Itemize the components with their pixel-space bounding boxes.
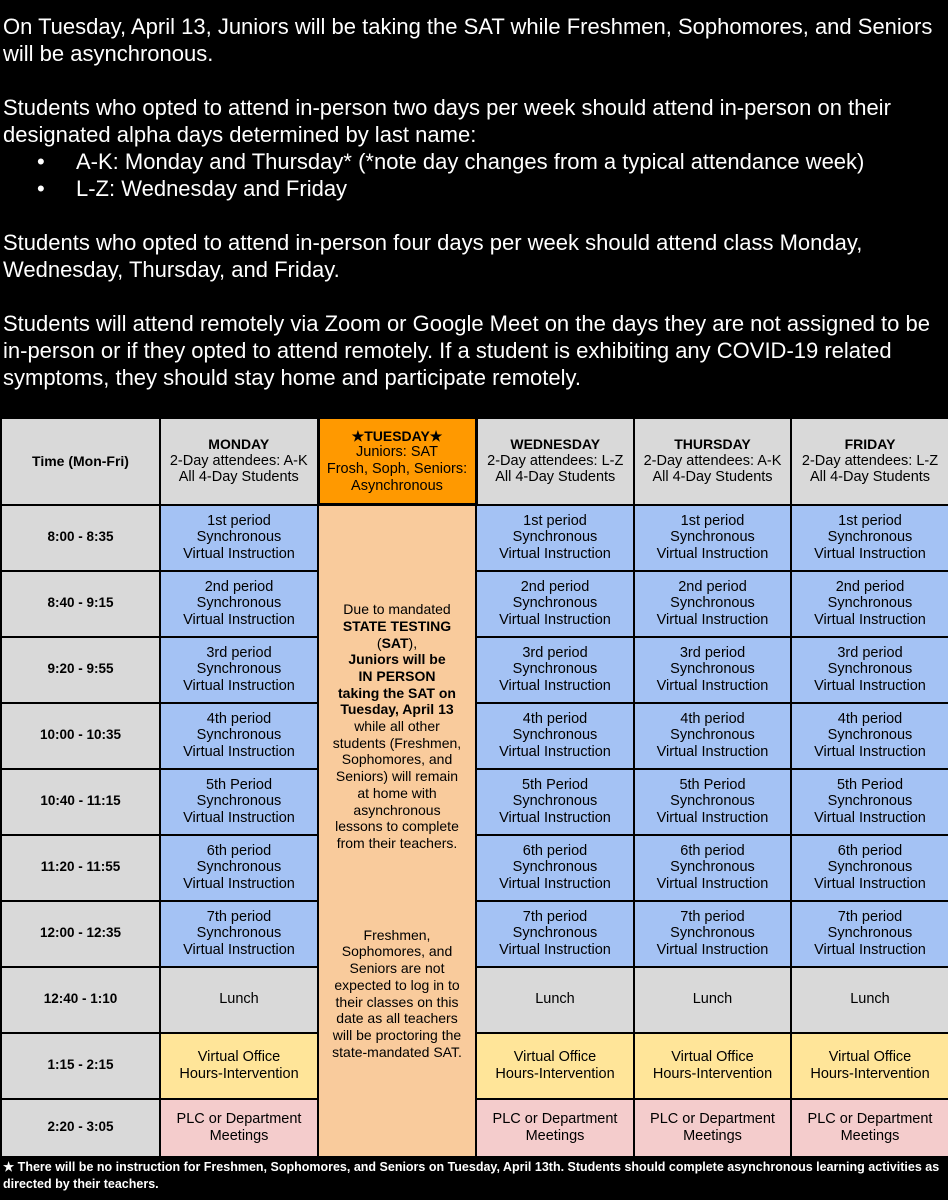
intro-paragraph-remote: Students will attend remotely via Zoom or Google Meet on the days they are not assigned to be in-person or if they opted to attend remotely. If a student is exhibiting any COVID-19 related symptoms, they should stay home and participate remotely. xyxy=(3,311,930,390)
lunch-cell: Lunch xyxy=(160,967,318,1033)
time-slot: 10:40 - 11:15 xyxy=(1,769,160,835)
office-hours-cell: Virtual Office Hours-Intervention xyxy=(634,1033,791,1099)
class-cell: 1st period Synchronous Virtual Instruction xyxy=(476,505,634,571)
office-hours-cell: Virtual Office Hours-Intervention xyxy=(791,1033,948,1099)
intro-paragraph-two-day: Students who opted to attend in-person two days per week should attend in-person on their designated alpha days determined by last name: xyxy=(3,95,891,147)
day-name: FRIDAY xyxy=(844,436,896,453)
class-cell: 3rd period Synchronous Virtual Instruction xyxy=(476,637,634,703)
class-cell: 6th period Synchronous Virtual Instruction xyxy=(160,835,318,901)
class-cell: 3rd period Synchronous Virtual Instruction xyxy=(160,637,318,703)
office-hours-cell: Virtual Office Hours-Intervention xyxy=(476,1033,634,1099)
friday-header: FRIDAY 2-Day attendees: L-Z All 4-Day Students xyxy=(791,418,948,505)
monday-header: MONDAY 2-Day attendees: A-K All 4-Day Students xyxy=(160,418,318,505)
class-cell: 1st period Synchronous Virtual Instruction xyxy=(791,505,948,571)
intro-paragraph-four-day: Students who opted to attend in-person four days per week should attend class Monday, Wednesday, Thursday, and Friday. xyxy=(3,230,863,282)
class-cell: 1st period Synchronous Virtual Instruction xyxy=(634,505,791,571)
alpha-day-a-k: • A-K: Monday and Thursday* (*note day changes from a typical attendance week) xyxy=(37,148,946,175)
class-cell: 4th period Synchronous Virtual Instruction xyxy=(160,703,318,769)
plc-cell: PLC or Department Meetings xyxy=(791,1099,948,1157)
plc-cell: PLC or Department Meetings xyxy=(160,1099,318,1157)
class-cell: 7th period Synchronous Virtual Instruction xyxy=(791,901,948,967)
class-cell: 6th period Synchronous Virtual Instruction xyxy=(791,835,948,901)
plc-cell: PLC or Department Meetings xyxy=(634,1099,791,1157)
footnote: ★ There will be no instruction for Freshmen, Sophomores, and Seniors on Tuesday, April 13th. Students should complete asynchronous learning activities as directed by their teachers. xyxy=(3,1160,940,1191)
class-cell: 5th Period Synchronous Virtual Instruction xyxy=(160,769,318,835)
thursday-header: THURSDAY 2-Day attendees: A-K All 4-Day Students xyxy=(634,418,791,505)
lunch-cell: Lunch xyxy=(791,967,948,1033)
class-cell: 3rd period Synchronous Virtual Instruction xyxy=(634,637,791,703)
time-slot: 8:00 - 8:35 xyxy=(1,505,160,571)
class-cell: 7th period Synchronous Virtual Instruction xyxy=(160,901,318,967)
time-slot: 8:40 - 9:15 xyxy=(1,571,160,637)
schedule-table xyxy=(0,416,948,1158)
class-cell: 7th period Synchronous Virtual Instruction xyxy=(476,901,634,967)
class-cell: 1st period Synchronous Virtual Instruction xyxy=(160,505,318,571)
wednesday-header: WEDNESDAY 2-Day attendees: L-Z All 4-Day Students xyxy=(476,418,634,505)
announcement-text xyxy=(3,13,946,391)
class-cell: 2nd period Synchronous Virtual Instruction xyxy=(791,571,948,637)
class-cell: 5th Period Synchronous Virtual Instruction xyxy=(476,769,634,835)
class-cell: 2nd period Synchronous Virtual Instruction xyxy=(476,571,634,637)
class-cell: 6th period Synchronous Virtual Instruction xyxy=(634,835,791,901)
time-slot: 11:20 - 11:55 xyxy=(1,835,160,901)
alpha-day-l-z: • L-Z: Wednesday and Friday xyxy=(37,175,946,202)
class-cell: 4th period Synchronous Virtual Instruction xyxy=(634,703,791,769)
class-cell: 4th period Synchronous Virtual Instruction xyxy=(476,703,634,769)
time-slot: 12:40 - 1:10 xyxy=(1,967,160,1033)
plc-cell: PLC or Department Meetings xyxy=(476,1099,634,1157)
intro-paragraph-sat: On Tuesday, April 13, Juniors will be taking the SAT while Freshmen, Sophomores, and Seniors will be asynchronous. xyxy=(3,14,933,66)
tuesday-header: ★TUESDAY★ Juniors: SAT Frosh, Soph, Seniors: Asynchronous xyxy=(318,418,476,505)
time-slot: 12:00 - 12:35 xyxy=(1,901,160,967)
lunch-cell: Lunch xyxy=(634,967,791,1033)
time-slot: 9:20 - 9:55 xyxy=(1,637,160,703)
header-row xyxy=(1,418,948,505)
lunch-cell: Lunch xyxy=(476,967,634,1033)
class-cell: 7th period Synchronous Virtual Instruction xyxy=(634,901,791,967)
time-slot: 10:00 - 10:35 xyxy=(1,703,160,769)
table-row xyxy=(1,505,948,571)
office-hours-cell: Virtual Office Hours-Intervention xyxy=(160,1033,318,1099)
class-cell: 6th period Synchronous Virtual Instruction xyxy=(476,835,634,901)
day-name: WEDNESDAY xyxy=(510,436,601,453)
tuesday-testing-note: Due to mandated STATE TESTING (SAT), Juniors will be IN PERSON taking the SAT on Tuesday, April 13 while all other students (Freshmen, Sophomores, and Seniors) will remain at home with asynchronous lessons to complete from their teachers. Freshmen, Sophomores, and Seniors are not expected to log in to their classes on this date as all teachers will be proctoring the state-mandated SAT. xyxy=(318,505,476,1157)
day-name: THURSDAY xyxy=(674,436,751,453)
class-cell: 2nd period Synchronous Virtual Instruction xyxy=(160,571,318,637)
day-name: MONDAY xyxy=(208,436,270,453)
time-slot: 1:15 - 2:15 xyxy=(1,1033,160,1099)
class-cell: 2nd period Synchronous Virtual Instruction xyxy=(634,571,791,637)
class-cell: 4th period Synchronous Virtual Instruction xyxy=(791,703,948,769)
time-header: Time (Mon-Fri) xyxy=(1,418,160,505)
day-name: ★TUESDAY★ xyxy=(351,427,443,444)
alpha-days-list xyxy=(3,148,946,202)
class-cell: 5th Period Synchronous Virtual Instruction xyxy=(791,769,948,835)
class-cell: 3rd period Synchronous Virtual Instruction xyxy=(791,637,948,703)
class-cell: 5th Period Synchronous Virtual Instruction xyxy=(634,769,791,835)
time-slot: 2:20 - 3:05 xyxy=(1,1099,160,1157)
